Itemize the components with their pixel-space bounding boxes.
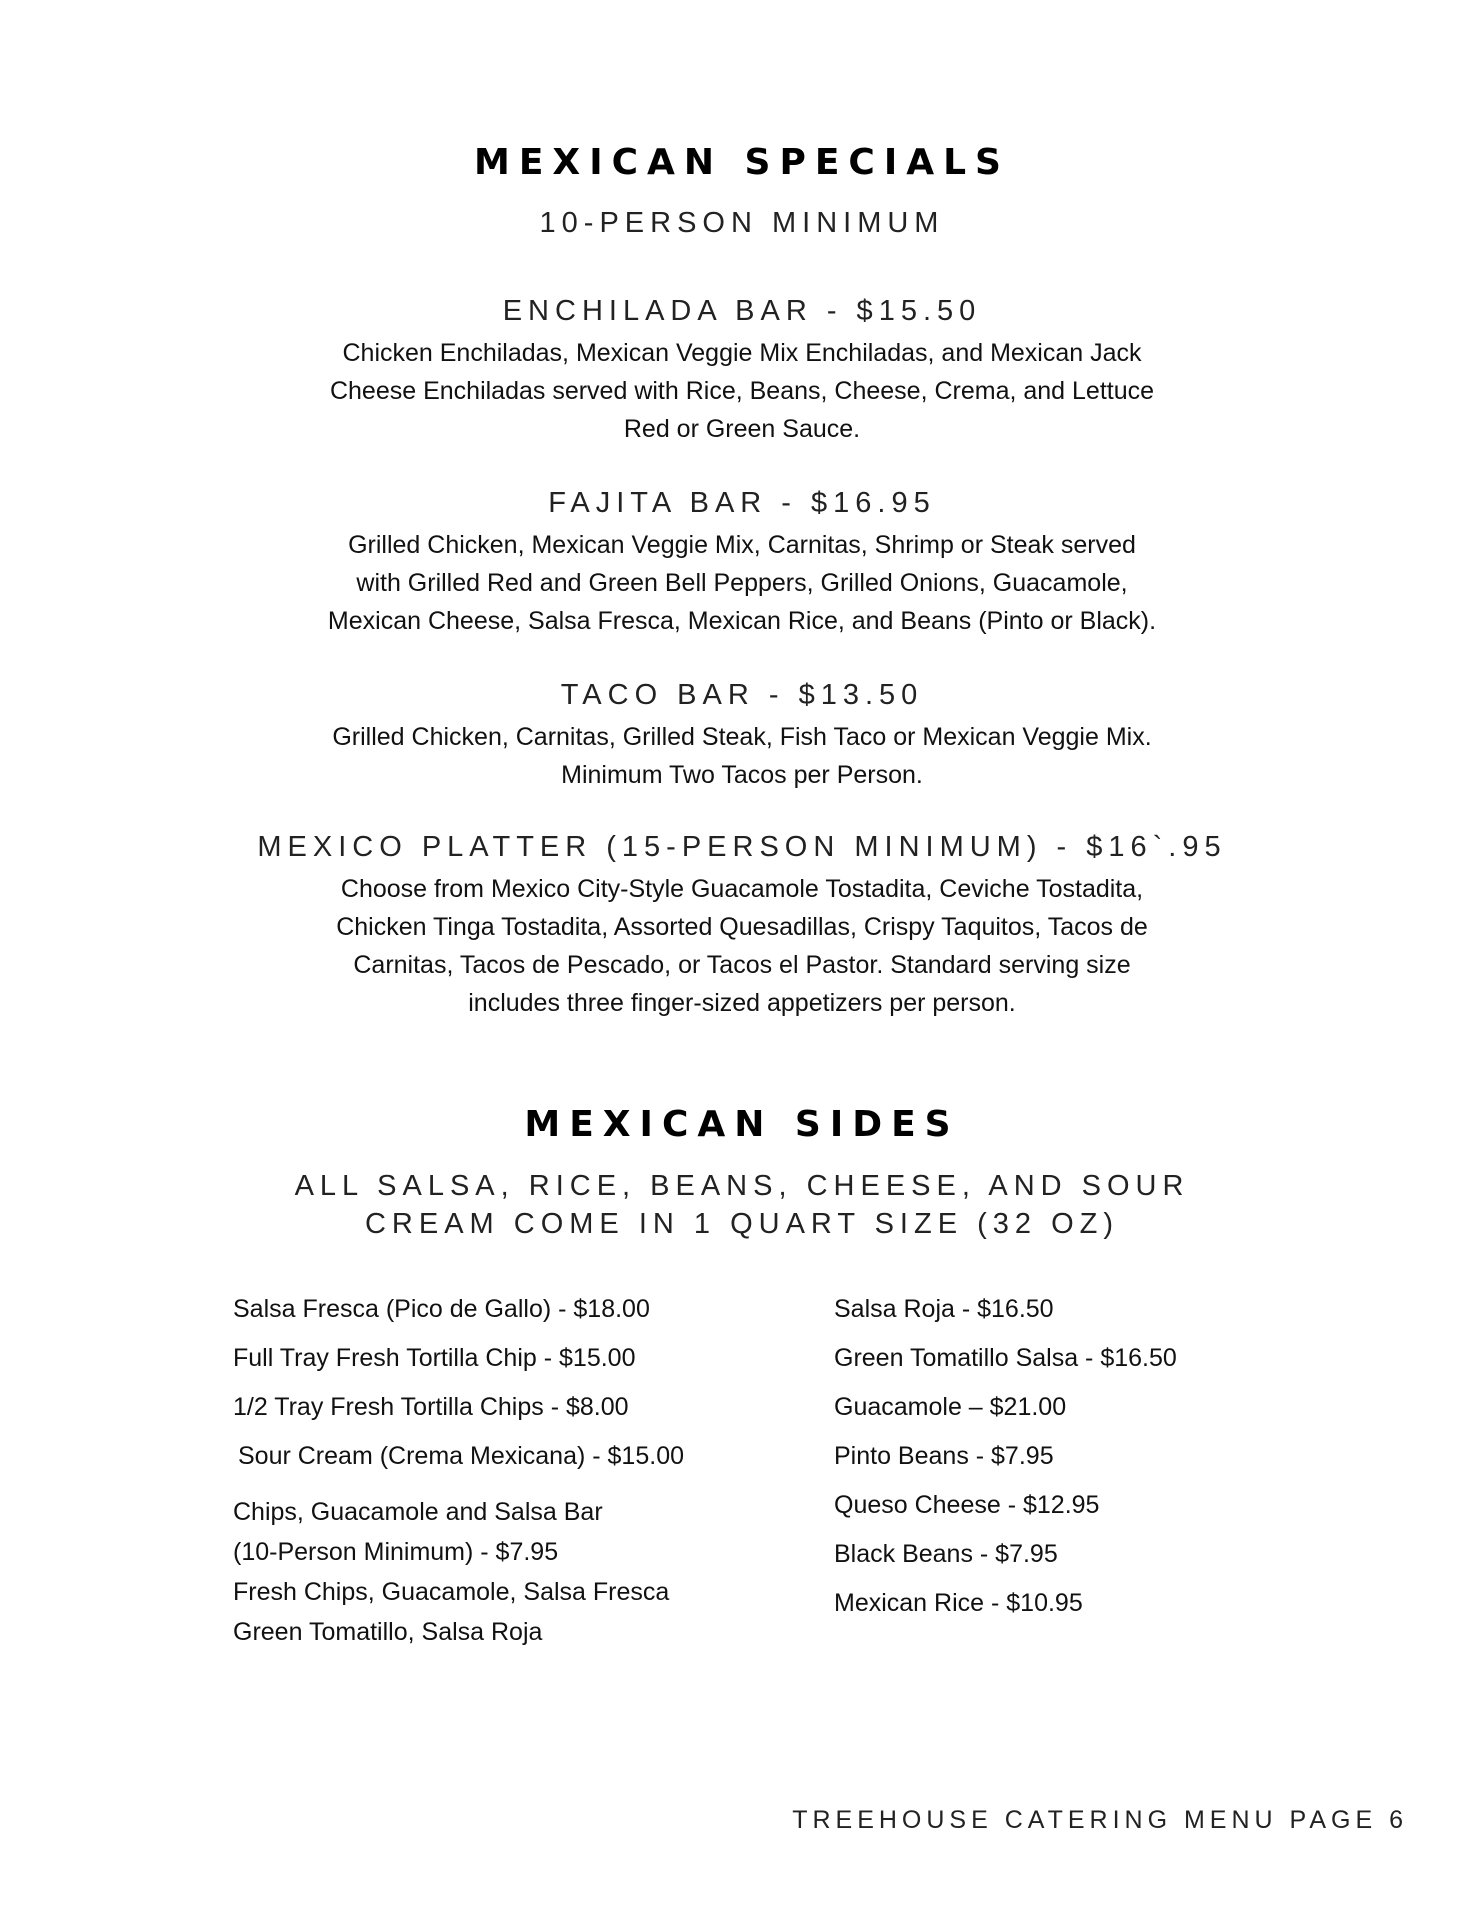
side-item-line: Fresh Chips, Guacamole, Salsa Fresca	[233, 1578, 670, 1606]
side-item: Guacamole – $21.00	[834, 1393, 1067, 1421]
chips-salsa-bar-item	[233, 1492, 793, 1652]
mexico-platter-title: MEXICO PLATTER (15-PERSON MINIMUM) - $16`.95	[257, 831, 1227, 863]
sides-right-column	[834, 1290, 1334, 1633]
mexico-platter-description	[232, 870, 1252, 1022]
fajita-bar-title: FAJITA BAR - $16.95	[548, 487, 936, 519]
side-item: Queso Cheese - $12.95	[834, 1491, 1100, 1519]
desc-line: Minimum Two Tacos per Person.	[561, 761, 923, 789]
side-item-line: Green Tomatillo, Salsa Roja	[233, 1618, 543, 1646]
desc-line: with Grilled Red and Green Bell Peppers, Grilled Onions, Guacamole,	[356, 569, 1128, 597]
desc-line: Cheese Enchiladas served with Rice, Beans, Cheese, Crema, and Lettuce	[329, 377, 1155, 405]
side-item: Mexican Rice - $10.95	[834, 1589, 1083, 1617]
side-item: 1/2 Tray Fresh Tortilla Chips - $8.00	[233, 1393, 629, 1421]
desc-line: Choose from Mexico City-Style Guacamole Tostadita, Ceviche Tostadita,	[340, 875, 1144, 903]
side-item-line: (10-Person Minimum) - $7.95	[233, 1538, 559, 1566]
fajita-bar-description	[232, 526, 1252, 640]
side-item: Salsa Roja - $16.50	[834, 1295, 1054, 1323]
side-item: Full Tray Fresh Tortilla Chip - $15.00	[233, 1344, 636, 1372]
side-item: Green Tomatillo Salsa - $16.50	[834, 1344, 1177, 1372]
desc-line: Red or Green Sauce.	[623, 415, 861, 443]
specials-title: MEXICAN SPECIALS	[474, 142, 1010, 183]
desc-line: includes three finger-sized appetizers per person.	[468, 989, 1016, 1017]
side-item: Sour Cream (Crema Mexicana) - $15.00	[238, 1442, 684, 1470]
side-item: Black Beans - $7.95	[834, 1540, 1058, 1568]
page-footer: TREEHOUSE CATERING MENU PAGE 6	[792, 1806, 1408, 1834]
sides-subtitle	[0, 1167, 1484, 1243]
sides-subtitle-line: CREAM COME IN 1 QUART SIZE (32 OZ)	[364, 1208, 1119, 1240]
side-item: Pinto Beans - $7.95	[834, 1442, 1054, 1470]
side-item-line: Chips, Guacamole and Salsa Bar	[233, 1498, 603, 1526]
desc-line: Mexican Cheese, Salsa Fresca, Mexican Rice, and Beans (Pinto or Black).	[327, 607, 1157, 635]
enchilada-bar-title: ENCHILADA BAR - $15.50	[502, 295, 982, 327]
taco-bar-description	[232, 718, 1252, 794]
desc-line: Carnitas, Tacos de Pescado, or Tacos el Pastor. Standard serving size	[353, 951, 1131, 979]
sides-title: MEXICAN SIDES	[524, 1104, 960, 1145]
specials-subtitle: 10-PERSON MINIMUM	[539, 207, 945, 239]
desc-line: Grilled Chicken, Mexican Veggie Mix, Carnitas, Shrimp or Steak served	[348, 531, 1136, 559]
side-item: Salsa Fresca (Pico de Gallo) - $18.00	[233, 1295, 650, 1323]
desc-line: Chicken Tinga Tostadita, Assorted Quesadillas, Crispy Taquitos, Tacos de	[336, 913, 1148, 941]
sides-subtitle-line: ALL SALSA, RICE, BEANS, CHEESE, AND SOUR	[294, 1170, 1190, 1202]
sides-left-column	[233, 1290, 793, 1652]
desc-line: Grilled Chicken, Carnitas, Grilled Steak, Fish Taco or Mexican Veggie Mix.	[332, 723, 1152, 751]
taco-bar-title: TACO BAR - $13.50	[560, 679, 924, 711]
enchilada-bar-description	[232, 334, 1252, 448]
desc-line: Chicken Enchiladas, Mexican Veggie Mix Enchiladas, and Mexican Jack	[342, 339, 1142, 367]
